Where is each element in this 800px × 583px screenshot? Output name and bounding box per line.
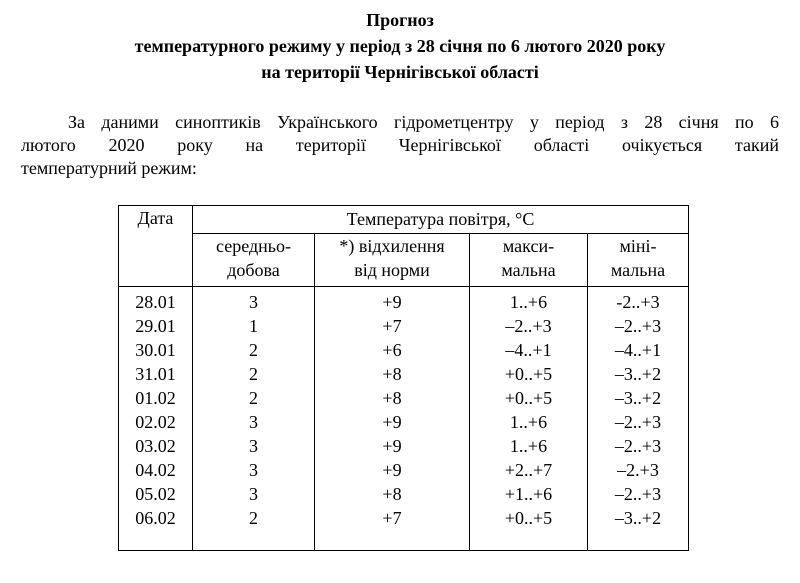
table-row bbox=[119, 386, 689, 410]
cell-deviation: +8 bbox=[315, 362, 470, 386]
cell-max: +0..+5 bbox=[470, 506, 588, 551]
cell-max: +2..+7 bbox=[470, 458, 588, 482]
document-title: Прогноз bbox=[366, 10, 434, 30]
cell-min: –2..+3 bbox=[588, 482, 689, 506]
cell-max: –4..+1 bbox=[470, 338, 588, 362]
cell-avg: 3 bbox=[193, 482, 315, 506]
cell-deviation: +6 bbox=[315, 338, 470, 362]
cell-max: +0..+5 bbox=[470, 362, 588, 386]
cell-avg: 2 bbox=[193, 338, 315, 362]
cell-avg: 2 bbox=[193, 386, 315, 410]
cell-date: 04.02 bbox=[119, 458, 193, 482]
header-minimum-line1: міні- bbox=[619, 236, 657, 256]
header-deviation-line1: *) відхилення bbox=[339, 236, 445, 256]
table-row bbox=[119, 287, 689, 315]
header-minimum bbox=[588, 234, 689, 287]
cell-min: –4..+1 bbox=[588, 338, 689, 362]
cell-date: 02.02 bbox=[119, 410, 193, 434]
cell-max: –2..+3 bbox=[470, 314, 588, 338]
cell-deviation: +8 bbox=[315, 386, 470, 410]
cell-min: –3..+2 bbox=[588, 506, 689, 551]
cell-max: 1..+6 bbox=[470, 434, 588, 458]
header-maximum-line2: мальна bbox=[501, 260, 556, 280]
cell-min: -2..+3 bbox=[588, 287, 689, 315]
cell-avg: 3 bbox=[193, 287, 315, 315]
cell-deviation: +8 bbox=[315, 482, 470, 506]
intro-line-1: За даними синоптиків Українського гідрометцентру у період з 28 січня по 6 bbox=[68, 112, 779, 132]
table-row bbox=[119, 314, 689, 338]
cell-max: 1..+6 bbox=[470, 287, 588, 315]
cell-min: –2..+3 bbox=[588, 410, 689, 434]
cell-date: 05.02 bbox=[119, 482, 193, 506]
header-maximum-line1: макси- bbox=[502, 236, 555, 256]
cell-date: 28.01 bbox=[119, 287, 193, 315]
cell-deviation: +7 bbox=[315, 506, 470, 551]
cell-avg: 2 bbox=[193, 506, 315, 551]
table-row bbox=[119, 434, 689, 458]
cell-max: +0..+5 bbox=[470, 386, 588, 410]
header-daily-average bbox=[193, 234, 315, 287]
temperature-table bbox=[118, 205, 689, 551]
table-row bbox=[119, 338, 689, 362]
cell-date: 01.02 bbox=[119, 386, 193, 410]
cell-date: 29.01 bbox=[119, 314, 193, 338]
header-deviation-line2: від норми bbox=[354, 260, 430, 280]
header-daily-average-line2: добова bbox=[227, 260, 280, 280]
header-deviation bbox=[315, 234, 470, 287]
cell-avg: 3 bbox=[193, 434, 315, 458]
table-row bbox=[119, 458, 689, 482]
header-daily-average-line1: середньо- bbox=[216, 236, 291, 256]
cell-deviation: +9 bbox=[315, 458, 470, 482]
cell-max: +1..+6 bbox=[470, 482, 588, 506]
table-row bbox=[119, 362, 689, 386]
cell-avg: 2 bbox=[193, 362, 315, 386]
cell-date: 03.02 bbox=[119, 434, 193, 458]
header-air-temperature: Температура повітря, °С bbox=[193, 206, 689, 234]
document-subtitle: температурного режиму у період з 28 січня по 6 лютого 2020 року bbox=[134, 36, 666, 56]
cell-avg: 1 bbox=[193, 314, 315, 338]
cell-deviation: +7 bbox=[315, 314, 470, 338]
header-minimum-line2: мальна bbox=[610, 260, 666, 280]
cell-date: 30.01 bbox=[119, 338, 193, 362]
cell-min: –3..+2 bbox=[588, 362, 689, 386]
cell-min: –2.+3 bbox=[588, 458, 689, 482]
table-row bbox=[119, 482, 689, 506]
cell-deviation: +9 bbox=[315, 410, 470, 434]
intro-line-3: температурний режим: bbox=[21, 158, 197, 178]
cell-date: 31.01 bbox=[119, 362, 193, 386]
cell-avg: 3 bbox=[193, 458, 315, 482]
cell-max: 1..+6 bbox=[470, 410, 588, 434]
header-maximum bbox=[470, 234, 588, 287]
table-row bbox=[119, 506, 689, 551]
cell-deviation: +9 bbox=[315, 434, 470, 458]
cell-deviation: +9 bbox=[315, 287, 470, 315]
cell-min: –3..+2 bbox=[588, 386, 689, 410]
table-row bbox=[119, 410, 689, 434]
header-date: Дата bbox=[119, 206, 193, 287]
cell-avg: 3 bbox=[193, 410, 315, 434]
cell-min: –2..+3 bbox=[588, 314, 689, 338]
document-region: на території Чернігівської області bbox=[261, 62, 539, 82]
cell-min: –2..+3 bbox=[588, 434, 689, 458]
cell-date: 06.02 bbox=[119, 506, 193, 551]
intro-line-2: лютого 2020 року на території Чернігівської області очікується такий bbox=[21, 135, 779, 155]
